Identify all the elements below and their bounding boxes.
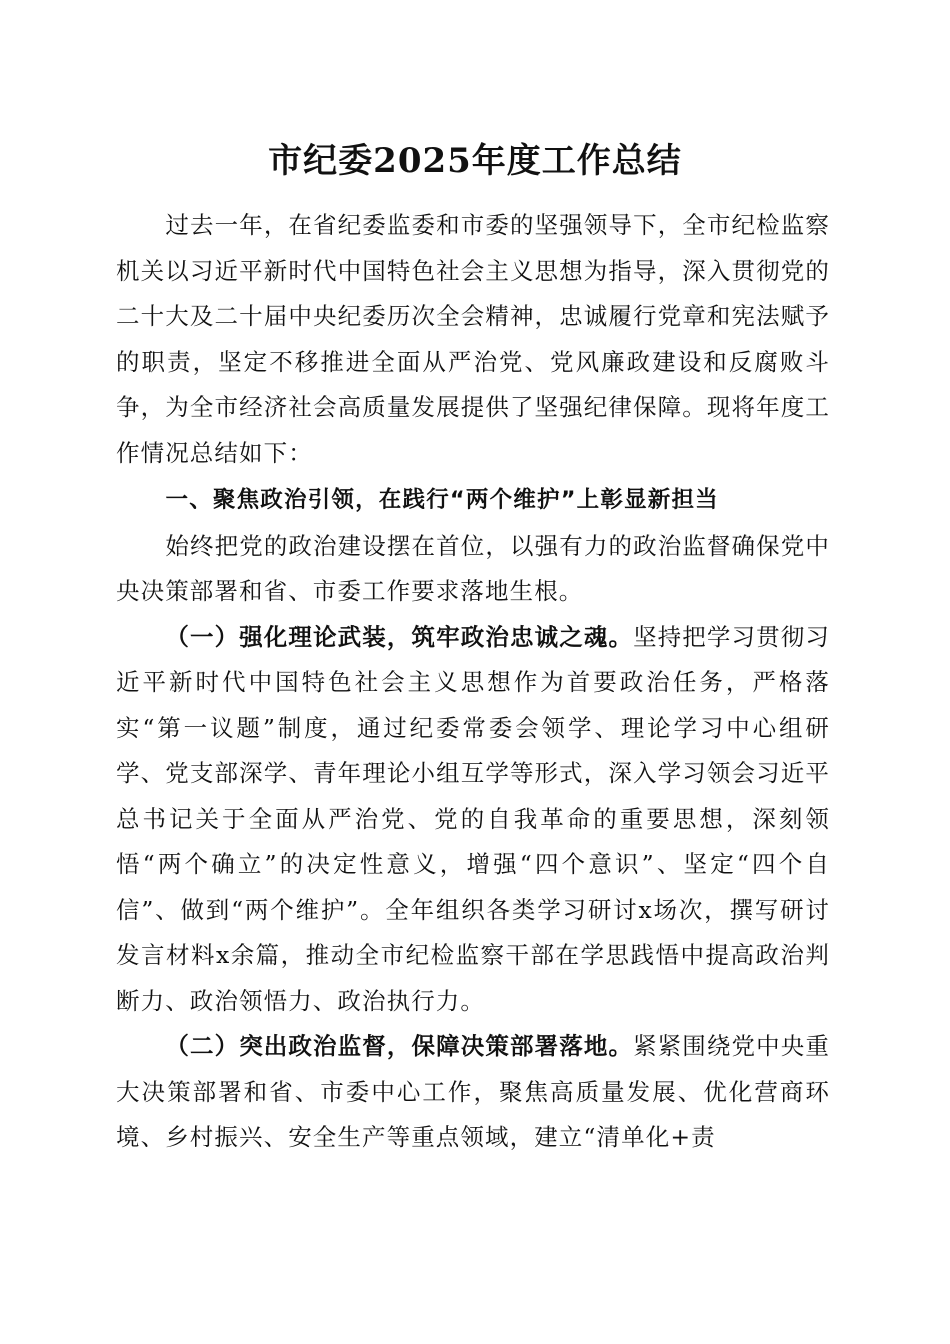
item-1-text: 坚持把学习贯彻习近平新时代中国特色社会主义思想作为首要政治任务，严格落实“第一议题”制度，通过纪委常委会领学、理论学习中心组研学、党支部深学、青年理论小组互学等形式，深入学习领会习近平总书记关于全面从严治党、党的自我革命的重要思想，深刻领悟“两个确立”的决定性意义，增强“四个意识”、坚定“四个自信”、做到“两个维护”。全年组织各类学习研讨x场次，撰写研讨发言材料x余篇，推动全市纪检监察干部在学思践悟中提高政治判断力、政治领悟力、政治执行力。	[116, 622, 830, 1015]
item-2-lead: （二）突出政治监督，保障决策部署落地。	[165, 1032, 634, 1060]
item-2-text: 紧紧围绕党中央重大决策部署和省、市委中心工作，聚焦高质量发展、优化营商环境、乡村振兴、安全生产等重点领域，建立“清单化+责	[116, 1032, 830, 1151]
document-body	[116, 203, 830, 1161]
item-2-paragraph	[116, 1024, 830, 1161]
section-1-heading: 一、聚焦政治引领，在践行“两个维护”上彰显新担当	[165, 487, 719, 513]
intro-paragraph: 过去一年，在省纪委监委和市委的坚强领导下，全市纪检监察机关以习近平新时代中国特色社会主义思想为指导，深入贯彻党的二十大及二十届中央纪委历次全会精神，忠诚履行党章和宪法赋予的职责，坚定不移推进全面从严治党、党风廉政建设和反腐败斗争，为全市经济社会高质量发展提供了坚强纪律保障。现将年度工作情况总结如下：	[116, 211, 830, 467]
section-1-intro-paragraph: 始终把党的政治建设摆在首位，以强有力的政治监督确保党中央决策部署和省、市委工作要求落地生根。	[116, 531, 830, 605]
document-title: 市纪委2025年度工作总结	[268, 141, 682, 181]
item-1-lead: （一）强化理论武装，筑牢政治忠诚之魂。	[165, 622, 634, 651]
item-1-paragraph	[116, 615, 830, 1025]
